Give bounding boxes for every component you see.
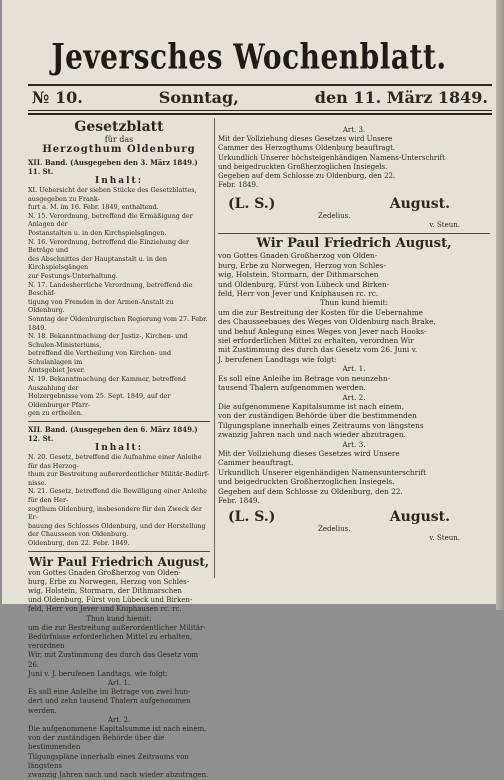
- text-line: Gegeben auf dem Schlosse zu Oldenburg, den 22.: [218, 172, 396, 181]
- text-line: von der zuständigen Behörde über die bestimmenden: [218, 411, 417, 421]
- text-line: Art. 2.: [342, 392, 366, 402]
- text-line: XI. Uebersicht der sieben Stücke des Gesetzblattes, ausgegeben zu Frank-: [28, 186, 197, 203]
- text-line: Postanstalten u. in den Kirchspielsgängen.: [28, 228, 167, 237]
- text-line: Thun kund hiemit:: [319, 298, 389, 308]
- signature-steun: v. Steun.: [429, 221, 460, 230]
- text-line: Art. 1.: [342, 364, 366, 374]
- top-rule: [28, 84, 492, 86]
- text-line: Thun kund hiemit:: [86, 614, 152, 623]
- decree-body-2: [218, 251, 490, 505]
- text-line: Die aufgenommene Kapitalsumme ist nach einem,: [28, 725, 207, 734]
- text-line: tigung von Fremden in der Armen-Anstalt zu Oldenburg.: [28, 297, 174, 315]
- newspaper-page: [2, 0, 496, 780]
- text-line: Amtsgebiet Jever.: [28, 366, 86, 375]
- text-line: wig, Holstein, Stormarn, der Dithmarschen: [218, 270, 379, 280]
- text-line: burg, Erbe zu Norwegen, Herzog von Schles-: [218, 260, 386, 270]
- text-line: J. berufenen Landtags wie folgt:: [218, 354, 337, 364]
- double-rule-1: [28, 110, 492, 111]
- text-line: mit Zustimmung des durch das Gesetz vom 26. Juni v.: [218, 345, 418, 355]
- inhalt-heading-2: Inhalt:: [94, 443, 144, 454]
- text-line: Tilgungspläne innerhalb eines Zeitraums von längstens: [28, 752, 189, 770]
- text-line: siel erforderlichen Mittel zu erhalten, verordnen Wir: [218, 336, 414, 346]
- divider: [28, 421, 210, 422]
- text-line: zwanzig Jahren nach und nach wieder abzutragen.: [218, 430, 406, 440]
- decree-heading-2: Wir Paul Friedrich August,: [256, 236, 452, 252]
- signature-zedelius: Zedelius.: [318, 212, 351, 221]
- text-line: Mit der Vollziehung dieses Gesetzes wird Unsere: [218, 135, 393, 144]
- text-line: feld, Herr von Jever und Kniphausen rc. rc.: [28, 605, 182, 614]
- text-line: Juni v. J. berufenen Landtags, wie folgt:: [28, 669, 168, 678]
- text-line: Holzergebnisse vom 25. Sept. 1849, auf der Oldenburger Pfarr-: [28, 392, 171, 409]
- signature-august: August.: [389, 196, 450, 213]
- text-line: Febr. 1849.: [218, 181, 259, 190]
- text-line: Mit der Vollziehung dieses Gesetzes wird Unsere: [218, 448, 400, 458]
- signature-row: [228, 196, 450, 212]
- text-line: des Chausseebaues des Weges von Oldenburg nach Brake,: [218, 317, 436, 327]
- text-line: Art. 3.: [342, 126, 366, 134]
- text-line: Cammer des Herzogthums Oldenburg beauftragt.: [218, 144, 396, 153]
- text-line: Die aufgenommene Kapitalsumme ist nach einem,: [218, 401, 404, 411]
- text-line: N. 17. Landesherrliche Verordnung, betreffend die Beschäf-: [28, 280, 193, 298]
- text-line: Art. 2.: [107, 715, 131, 724]
- text-line: Urkundlich Unserer eigenhändigen Namensunterschrift: [218, 467, 427, 477]
- text-line: nisse.: [28, 478, 47, 487]
- text-line: Gegeben auf dem Schlosse zu Oldenburg, den 22.: [218, 486, 403, 496]
- text-line: N. 18. Bekanntmachung der Justiz-, Kirchen- und Schulen-Ministeriums,: [28, 332, 188, 349]
- text-line: des Abschnittes der Hauptanstalt u. in den Kirchspielsgängen: [28, 254, 167, 272]
- text-line: N. 19. Bekanntmachung der Kammer, betreffend Auszahlung der: [28, 375, 186, 392]
- text-line: Oldenburg, den 22. Febr. 1849.: [28, 538, 130, 547]
- text-line: N. 15. Verordnung, betreffend die Ermäßigung der Anlagen der: [28, 211, 193, 229]
- text-line: feld, Herr von Jever und Kniphausen rc. rc.: [218, 289, 379, 299]
- text-line: zur Festungs-Unterhaltung.: [28, 271, 118, 280]
- text-line: thum zur Bestreitung außerordentlicher Militär-Bedürf-: [28, 470, 210, 479]
- band-line: XII. Band. (Ausgegeben den 3. März 1849.) 11. St.: [28, 158, 198, 176]
- weekday: Sonntag,: [158, 88, 239, 107]
- text-line: Es soll eine Anleihe im Betrage von neunzehn-: [218, 373, 391, 383]
- text-line: furt a. M. im 16. Febr. 1849, enthaltend.: [28, 203, 159, 212]
- text-line: zwanzig Jahren nach und nach wieder abzutragen.: [28, 771, 209, 780]
- double-rule-2: [28, 113, 492, 115]
- divider: [28, 551, 210, 552]
- band-line-2: XII. Band. (Ausgegeben den 6. März 1849.) 12. St.: [28, 425, 198, 444]
- contents-list-2: [28, 453, 210, 548]
- text-line: N. 16. Verordnung, betreffend die Einziehung der Beträge und: [28, 237, 190, 255]
- text-line: Bedürfnisse erforderlichen Mittel zu erhalten, verordnen: [28, 632, 193, 651]
- signature-august-2: August.: [389, 509, 450, 526]
- text-line: und Oldenburg, Fürst von Lübeck und Birken-: [28, 596, 193, 605]
- text-line: Art. 3.: [342, 439, 366, 449]
- text-line: N. 21. Gesetz, betreffend die Bewilligung einer Anleihe für den Her-: [28, 487, 208, 504]
- seal-mark: (L. S.): [228, 196, 276, 213]
- inhalt-heading: Inhalt:: [94, 176, 144, 186]
- herzogthum-heading: Herzogthum Oldenburg: [42, 144, 196, 155]
- text-line: dert und zehn tausend Thalern aufgenommen werden.: [28, 697, 191, 715]
- text-line: Es soll eine Anleihe im Betrage von zwei hun-: [28, 688, 191, 697]
- text-line: 1849.: [28, 323, 47, 332]
- page-edge: [496, 0, 504, 610]
- text-line: tausend Thalern aufgenommen werden.: [218, 383, 366, 393]
- text-line: um die zur Bestreitung der Kosten für die Uebernahme: [218, 307, 423, 317]
- signature-zedelius-2: Zedelius.: [318, 525, 351, 534]
- text-line: um die zur Bestreitung außerordentlicher Militär-: [28, 623, 206, 632]
- contents-list: [28, 186, 210, 418]
- issue-date: den 11. März 1849.: [314, 88, 488, 107]
- text-line: zogthum Oldenburg, insbesondere für den Zweck der Er-: [28, 504, 202, 522]
- text-line: Urkundlich Unserer höchsteigenhändigen Namens-Unterschrift: [218, 153, 445, 162]
- text-line: von der zuständigen Behörde über die bestimmenden: [28, 734, 165, 752]
- text-line: wig, Holstein, Stormarn, der Dithmarschen: [28, 586, 182, 595]
- dateline: [28, 88, 492, 106]
- text-line: burg, Erbe zu Norwegen, Herzog von Schles-: [28, 577, 190, 586]
- text-line: von Gottes Gnaden Großherzog von Olden-: [28, 568, 181, 577]
- text-line: gen zu ertheilen.: [28, 409, 83, 418]
- fuer-das: für das: [104, 135, 134, 144]
- decree-body: [28, 569, 210, 780]
- law-conclusion: [218, 126, 490, 190]
- text-line: bauung des Schlosses Oldenburg, und der Herstellung: [28, 521, 206, 530]
- text-line: Sonntag der Oldenburgischen Regierung vom 27. Febr.: [28, 314, 208, 323]
- text-line: Febr. 1849.: [218, 495, 260, 505]
- text-line: Tilgungsplane innerhalb eines Zeitraums von längstens: [218, 420, 424, 430]
- gesetzblatt-heading: Gesetzblatt: [74, 119, 164, 135]
- right-column: [218, 126, 490, 543]
- issue-number: № 10.: [32, 88, 83, 107]
- left-column: [28, 120, 210, 780]
- text-line: Art. 1.: [107, 679, 131, 687]
- signature-row-2: [228, 509, 450, 525]
- decree-heading: Wir Paul Friedrich August,: [28, 554, 210, 569]
- text-line: von Gottes Gnaden Großherzog von Olden-: [218, 251, 378, 261]
- text-line: und beigedruckten Großherzoglichen Insiegels.: [218, 162, 388, 171]
- text-line: betreffend die Vertheilung von Kirchen- und Schulanlagen im: [28, 349, 172, 366]
- text-line: Wir, mit Zustimmung des durch das Gesetz vom 26.: [28, 651, 199, 669]
- text-line: und Oldenburg, Fürst von Lübeck und Birken-: [218, 279, 390, 289]
- text-line: der Chausseen von Oldenburg.: [28, 530, 129, 539]
- signature-steun-2: v. Steun.: [429, 534, 460, 543]
- masthead-title: Jeversches Wochenblatt.: [51, 35, 447, 78]
- text-line: und behuf Anlegung eines Weges von Jever nach Hooks-: [218, 326, 427, 336]
- column-divider: [214, 118, 215, 578]
- text-line: N. 20. Gesetz, betreffend die Aufnahme einer Anleihe für das Herzog-: [28, 453, 202, 470]
- seal-mark-2: (L. S.): [228, 509, 276, 526]
- divider: [218, 233, 490, 234]
- text-line: und beigedruckten Großherzoglichen Insiegels.: [218, 477, 395, 487]
- text-line: Cammer beauftragt.: [218, 458, 294, 468]
